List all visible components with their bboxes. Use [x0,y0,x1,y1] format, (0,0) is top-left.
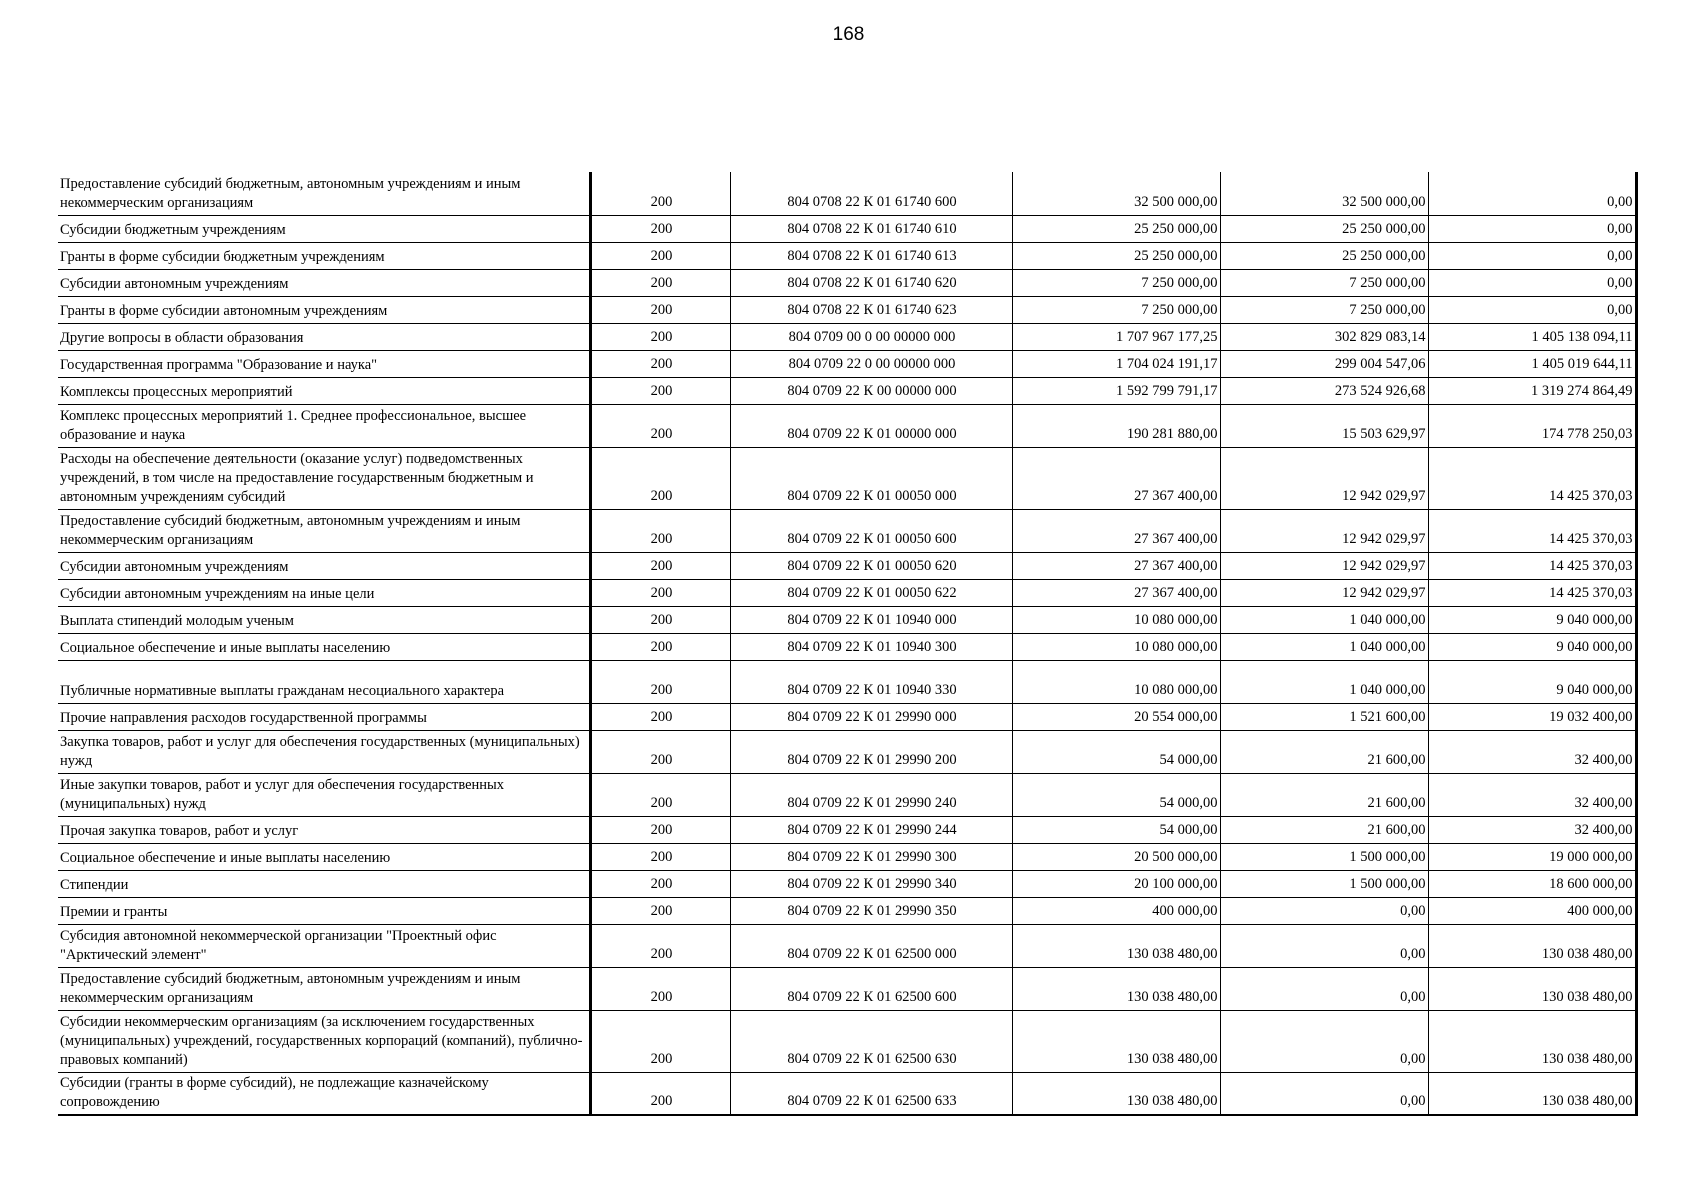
row-approved-cell: 1 592 799 791,17 [1012,377,1220,404]
row-executed-cell: 0,00 [1220,897,1428,924]
row-unexecuted-cell: 0,00 [1428,296,1636,323]
table-row [58,242,1636,269]
row-budget-classification-cell: 804 0708 22 К 01 61740 623 [730,296,1012,323]
row-approved-cell: 130 038 480,00 [1012,967,1220,1010]
row-budget-classification-cell: 804 0709 22 К 01 00050 600 [730,509,1012,552]
row-approved-cell: 25 250 000,00 [1012,242,1220,269]
row-executed-cell: 21 600,00 [1220,773,1428,816]
row-executed-cell: 0,00 [1220,924,1428,967]
row-approved-cell: 130 038 480,00 [1012,1072,1220,1115]
table-row [58,606,1636,633]
row-unexecuted-cell: 0,00 [1428,269,1636,296]
row-executed-cell: 7 250 000,00 [1220,269,1428,296]
row-unexecuted-cell: 32 400,00 [1428,773,1636,816]
row-name-cell: Социальное обеспечение и иные выплаты населению [58,843,590,870]
table-row [58,870,1636,897]
row-approved-cell: 10 080 000,00 [1012,660,1220,703]
row-executed-cell: 1 040 000,00 [1220,633,1428,660]
row-line-code-cell: 200 [590,924,730,967]
row-executed-cell: 1 500 000,00 [1220,843,1428,870]
row-name-cell: Премии и гранты [58,897,590,924]
row-unexecuted-cell: 14 425 370,03 [1428,552,1636,579]
row-approved-cell: 1 704 024 191,17 [1012,350,1220,377]
row-approved-cell: 400 000,00 [1012,897,1220,924]
table-row [58,730,1636,773]
row-budget-classification-cell: 804 0709 22 К 01 62500 000 [730,924,1012,967]
budget-execution-table [58,172,1638,1116]
row-executed-cell: 25 250 000,00 [1220,215,1428,242]
row-unexecuted-cell: 18 600 000,00 [1428,870,1636,897]
row-name-cell: Субсидии автономным учреждениям на иные цели [58,579,590,606]
row-unexecuted-cell: 130 038 480,00 [1428,967,1636,1010]
row-line-code-cell: 200 [590,323,730,350]
row-budget-classification-cell: 804 0709 22 0 00 00000 000 [730,350,1012,377]
row-line-code-cell: 200 [590,843,730,870]
row-line-code-cell: 200 [590,1072,730,1115]
row-approved-cell: 130 038 480,00 [1012,924,1220,967]
row-executed-cell: 15 503 629,97 [1220,404,1428,447]
table-row [58,404,1636,447]
row-approved-cell: 27 367 400,00 [1012,509,1220,552]
row-approved-cell: 10 080 000,00 [1012,606,1220,633]
row-executed-cell: 7 250 000,00 [1220,296,1428,323]
row-name-cell: Субсидия автономной некоммерческой организации "Проектный офис "Арктический элемент" [58,924,590,967]
row-approved-cell: 10 080 000,00 [1012,633,1220,660]
row-line-code-cell: 200 [590,377,730,404]
row-budget-classification-cell: 804 0708 22 К 01 61740 613 [730,242,1012,269]
row-unexecuted-cell: 400 000,00 [1428,897,1636,924]
table-row [58,215,1636,242]
row-executed-cell: 21 600,00 [1220,816,1428,843]
row-name-cell: Субсидии автономным учреждениям [58,552,590,579]
row-line-code-cell: 200 [590,730,730,773]
row-line-code-cell: 200 [590,447,730,509]
table-row [58,579,1636,606]
row-unexecuted-cell: 0,00 [1428,172,1636,215]
table-row [58,773,1636,816]
row-unexecuted-cell: 32 400,00 [1428,730,1636,773]
row-name-cell: Закупка товаров, работ и услуг для обеспечения государственных (муниципальных) нужд [58,730,590,773]
row-approved-cell: 1 707 967 177,25 [1012,323,1220,350]
row-name-cell: Другие вопросы в области образования [58,323,590,350]
row-name-cell: Субсидии бюджетным учреждениям [58,215,590,242]
row-name-cell: Государственная программа "Образование и наука" [58,350,590,377]
row-budget-classification-cell: 804 0709 22 К 01 62500 630 [730,1010,1012,1072]
row-executed-cell: 12 942 029,97 [1220,579,1428,606]
table-row [58,552,1636,579]
row-budget-classification-cell: 804 0709 22 К 01 29990 350 [730,897,1012,924]
row-name-cell: Субсидии некоммерческим организациям (за исключением государственных (муниципальных) учреждений, государственных корпораций (компаний), публично-правовых компаний) [58,1010,590,1072]
row-unexecuted-cell: 19 032 400,00 [1428,703,1636,730]
row-approved-cell: 7 250 000,00 [1012,296,1220,323]
row-approved-cell: 130 038 480,00 [1012,1010,1220,1072]
row-executed-cell: 299 004 547,06 [1220,350,1428,377]
table-row [58,843,1636,870]
row-line-code-cell: 200 [590,816,730,843]
row-budget-classification-cell: 804 0709 22 К 01 29990 340 [730,870,1012,897]
row-budget-classification-cell: 804 0709 22 К 01 00000 000 [730,404,1012,447]
table-row [58,350,1636,377]
row-budget-classification-cell: 804 0709 22 К 01 10940 300 [730,633,1012,660]
table-row [58,967,1636,1010]
row-budget-classification-cell: 804 0708 22 К 01 61740 610 [730,215,1012,242]
row-executed-cell: 1 040 000,00 [1220,606,1428,633]
row-budget-classification-cell: 804 0709 22 К 01 62500 633 [730,1072,1012,1115]
row-approved-cell: 54 000,00 [1012,773,1220,816]
row-executed-cell: 1 040 000,00 [1220,660,1428,703]
row-line-code-cell: 200 [590,897,730,924]
row-line-code-cell: 200 [590,172,730,215]
row-line-code-cell: 200 [590,967,730,1010]
row-line-code-cell: 200 [590,870,730,897]
row-approved-cell: 32 500 000,00 [1012,172,1220,215]
row-approved-cell: 27 367 400,00 [1012,447,1220,509]
row-budget-classification-cell: 804 0709 00 0 00 00000 000 [730,323,1012,350]
row-budget-classification-cell: 804 0709 22 К 01 29990 240 [730,773,1012,816]
row-executed-cell: 12 942 029,97 [1220,552,1428,579]
row-approved-cell: 27 367 400,00 [1012,552,1220,579]
table-row [58,816,1636,843]
row-line-code-cell: 200 [590,350,730,377]
row-line-code-cell: 200 [590,633,730,660]
row-budget-classification-cell: 804 0709 22 К 01 29990 244 [730,816,1012,843]
row-unexecuted-cell: 1 405 138 094,11 [1428,323,1636,350]
table-row [58,172,1636,215]
row-executed-cell: 1 521 600,00 [1220,703,1428,730]
row-name-cell: Комплекс процессных мероприятий 1. Среднее профессиональное, высшее образование и наука [58,404,590,447]
row-unexecuted-cell: 32 400,00 [1428,816,1636,843]
row-approved-cell: 7 250 000,00 [1012,269,1220,296]
row-approved-cell: 20 500 000,00 [1012,843,1220,870]
row-budget-classification-cell: 804 0709 22 К 01 00050 622 [730,579,1012,606]
row-approved-cell: 20 554 000,00 [1012,703,1220,730]
row-name-cell: Предоставление субсидий бюджетным, автономным учреждениям и иным некоммерческим организациям [58,172,590,215]
row-line-code-cell: 200 [590,215,730,242]
row-approved-cell: 25 250 000,00 [1012,215,1220,242]
row-name-cell: Комплексы процессных мероприятий [58,377,590,404]
row-name-cell: Иные закупки товаров, работ и услуг для обеспечения государственных (муниципальных) нужд [58,773,590,816]
page-number: 168 [832,24,865,45]
row-unexecuted-cell: 0,00 [1428,215,1636,242]
row-name-cell: Прочие направления расходов государственной программы [58,703,590,730]
row-unexecuted-cell: 130 038 480,00 [1428,1072,1636,1115]
row-approved-cell: 54 000,00 [1012,816,1220,843]
table-row [58,924,1636,967]
table-row [58,296,1636,323]
table-row [58,447,1636,509]
row-name-cell: Расходы на обеспечение деятельности (оказание услуг) подведомственных учреждений, в том числе на предоставление государственным бюджетным и автономным учреждениям субсидий [58,447,590,509]
row-approved-cell: 20 100 000,00 [1012,870,1220,897]
row-approved-cell: 54 000,00 [1012,730,1220,773]
row-line-code-cell: 200 [590,269,730,296]
row-line-code-cell: 200 [590,606,730,633]
row-unexecuted-cell: 130 038 480,00 [1428,1010,1636,1072]
table-row [58,703,1636,730]
row-executed-cell: 0,00 [1220,967,1428,1010]
row-name-cell: Прочая закупка товаров, работ и услуг [58,816,590,843]
row-line-code-cell: 200 [590,404,730,447]
row-line-code-cell: 200 [590,296,730,323]
row-budget-classification-cell: 804 0709 22 К 00 00000 000 [730,377,1012,404]
row-executed-cell: 12 942 029,97 [1220,447,1428,509]
row-budget-classification-cell: 804 0708 22 К 01 61740 620 [730,269,1012,296]
table-row [58,1010,1636,1072]
table-row [58,269,1636,296]
table-row [58,897,1636,924]
row-unexecuted-cell: 9 040 000,00 [1428,606,1636,633]
row-budget-classification-cell: 804 0709 22 К 01 62500 600 [730,967,1012,1010]
row-line-code-cell: 200 [590,242,730,269]
row-executed-cell: 12 942 029,97 [1220,509,1428,552]
row-unexecuted-cell: 174 778 250,03 [1428,404,1636,447]
table-row [58,509,1636,552]
row-unexecuted-cell: 9 040 000,00 [1428,633,1636,660]
row-line-code-cell: 200 [590,703,730,730]
row-budget-classification-cell: 804 0708 22 К 01 61740 600 [730,172,1012,215]
row-unexecuted-cell: 14 425 370,03 [1428,579,1636,606]
row-executed-cell: 273 524 926,68 [1220,377,1428,404]
row-line-code-cell: 200 [590,509,730,552]
table-row [58,1072,1636,1115]
row-budget-classification-cell: 804 0709 22 К 01 29990 300 [730,843,1012,870]
row-name-cell: Публичные нормативные выплаты гражданам несоциального характера [58,660,590,703]
row-budget-classification-cell: 804 0709 22 К 01 29990 200 [730,730,1012,773]
row-line-code-cell: 200 [590,773,730,816]
row-name-cell: Гранты в форме субсидии бюджетным учреждениям [58,242,590,269]
row-approved-cell: 27 367 400,00 [1012,579,1220,606]
row-approved-cell: 190 281 880,00 [1012,404,1220,447]
row-line-code-cell: 200 [590,660,730,703]
row-executed-cell: 21 600,00 [1220,730,1428,773]
row-budget-classification-cell: 804 0709 22 К 01 29990 000 [730,703,1012,730]
table-body [58,172,1636,1115]
row-unexecuted-cell: 9 040 000,00 [1428,660,1636,703]
row-name-cell: Субсидии автономным учреждениям [58,269,590,296]
row-unexecuted-cell: 19 000 000,00 [1428,843,1636,870]
row-line-code-cell: 200 [590,579,730,606]
row-executed-cell: 0,00 [1220,1072,1428,1115]
row-executed-cell: 32 500 000,00 [1220,172,1428,215]
row-name-cell: Субсидии (гранты в форме субсидий), не подлежащие казначейскому сопровождению [58,1072,590,1115]
table-row [58,660,1636,703]
row-name-cell: Гранты в форме субсидии автономным учреждениям [58,296,590,323]
row-executed-cell: 0,00 [1220,1010,1428,1072]
row-unexecuted-cell: 14 425 370,03 [1428,447,1636,509]
row-name-cell: Стипендии [58,870,590,897]
table-row [58,633,1636,660]
row-name-cell: Предоставление субсидий бюджетным, автономным учреждениям и иным некоммерческим организациям [58,509,590,552]
row-budget-classification-cell: 804 0709 22 К 01 00050 620 [730,552,1012,579]
row-executed-cell: 302 829 083,14 [1220,323,1428,350]
row-name-cell: Социальное обеспечение и иные выплаты населению [58,633,590,660]
row-executed-cell: 25 250 000,00 [1220,242,1428,269]
row-name-cell: Выплата стипендий молодым ученым [58,606,590,633]
row-unexecuted-cell: 14 425 370,03 [1428,509,1636,552]
row-budget-classification-cell: 804 0709 22 К 01 10940 330 [730,660,1012,703]
row-unexecuted-cell: 0,00 [1428,242,1636,269]
table-row [58,323,1636,350]
row-line-code-cell: 200 [590,1010,730,1072]
table-row [58,377,1636,404]
row-name-cell: Предоставление субсидий бюджетным, автономным учреждениям и иным некоммерческим организациям [58,967,590,1010]
row-budget-classification-cell: 804 0709 22 К 01 00050 000 [730,447,1012,509]
row-line-code-cell: 200 [590,552,730,579]
row-unexecuted-cell: 1 319 274 864,49 [1428,377,1636,404]
row-unexecuted-cell: 130 038 480,00 [1428,924,1636,967]
row-budget-classification-cell: 804 0709 22 К 01 10940 000 [730,606,1012,633]
row-executed-cell: 1 500 000,00 [1220,870,1428,897]
row-unexecuted-cell: 1 405 019 644,11 [1428,350,1636,377]
